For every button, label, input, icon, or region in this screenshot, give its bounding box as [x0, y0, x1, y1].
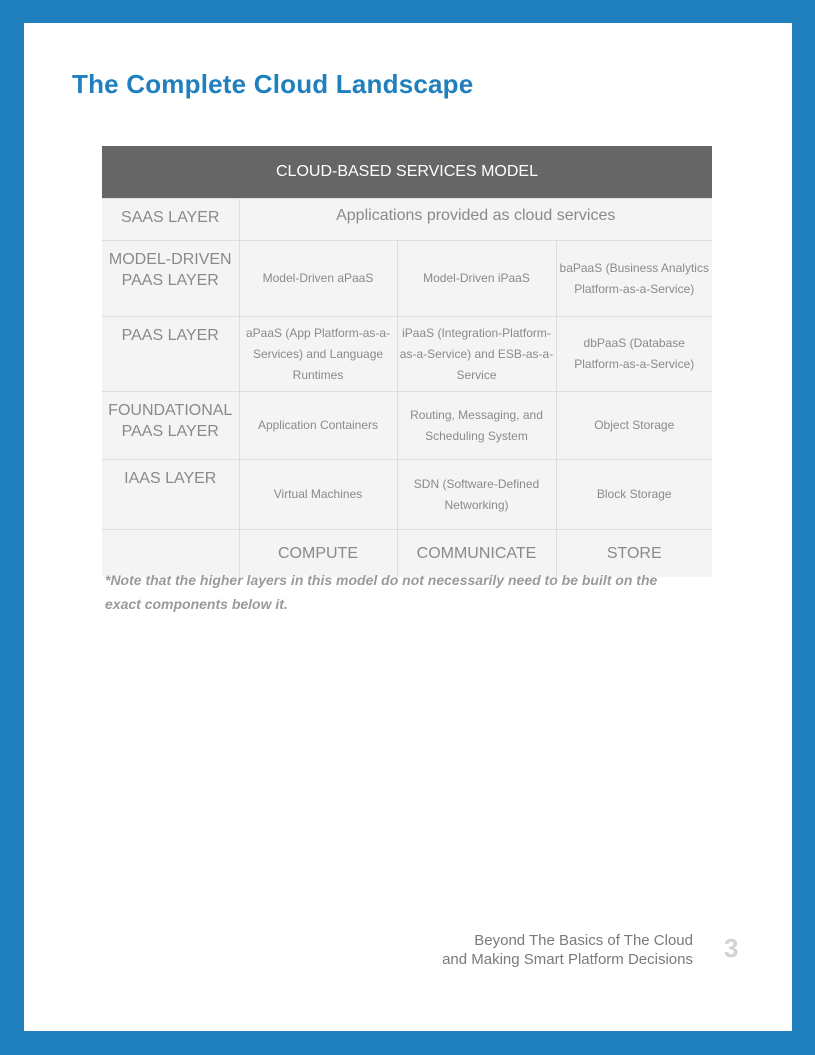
- table-row-foundational-paas: [102, 392, 712, 460]
- cell-bapaas: baPaaS (Business Analytics Platform-as-a-Service): [556, 241, 712, 317]
- cell-model-driven-ipaas: Model-Driven iPaaS: [397, 241, 556, 317]
- table-header: CLOUD-BASED SERVICES MODEL: [102, 146, 712, 199]
- cell-routing-messaging: Routing, Messaging, and Scheduling System: [397, 392, 556, 460]
- document-page: [24, 23, 792, 1031]
- layer-label-saas: SAAS LAYER: [102, 199, 239, 241]
- layer-label-foundational-paas: FOUNDATIONAL PAAS LAYER: [102, 392, 239, 460]
- page-number: 3: [724, 933, 739, 963]
- cell-virtual-machines: Virtual Machines: [239, 460, 397, 530]
- cell-dbpaas: dbPaaS (Database Platform-as-a-Service): [556, 317, 712, 392]
- cell-application-containers: Application Containers: [239, 392, 397, 460]
- table-row-iaas: [102, 460, 712, 530]
- cell-sdn: SDN (Software-Defined Networking): [397, 460, 556, 530]
- cell-object-storage: Object Storage: [556, 392, 712, 460]
- saas-applications-cell: Applications provided as cloud services: [239, 199, 712, 241]
- footer-line-2: and Making Smart Platform Decisions: [442, 951, 693, 968]
- cell-block-storage: Block Storage: [556, 460, 712, 530]
- cell-ipaas: iPaaS (Integration-Platform-as-a-Service) and ESB-as-a-Service: [397, 317, 556, 392]
- table-row-model-driven-paas: [102, 241, 712, 317]
- category-store: STORE: [556, 530, 712, 578]
- cell-apaas: aPaaS (App Platform-as-a-Services) and Language Runtimes: [239, 317, 397, 392]
- layer-label-iaas: IAAS LAYER: [102, 460, 239, 530]
- category-compute: COMPUTE: [239, 530, 397, 578]
- table-row-paas: [102, 317, 712, 392]
- services-model-table: [102, 146, 712, 577]
- cell-model-driven-apaas: Model-Driven aPaaS: [239, 241, 397, 317]
- footer-line-1: Beyond The Basics of The Cloud: [474, 932, 693, 949]
- category-communicate: COMMUNICATE: [397, 530, 556, 578]
- services-model-table-container: [102, 146, 712, 577]
- footer-book-title: [442, 931, 693, 969]
- layer-label-paas: PAAS LAYER: [102, 317, 239, 392]
- layer-label-model-driven-paas: MODEL-DRIVEN PAAS LAYER: [102, 241, 239, 317]
- table-footnote: *Note that the higher layers in this model do not necessarily need to be built on the exact components below it.: [105, 572, 658, 612]
- table-row-saas: [102, 199, 712, 241]
- page-title: The Complete Cloud Landscape: [72, 69, 474, 99]
